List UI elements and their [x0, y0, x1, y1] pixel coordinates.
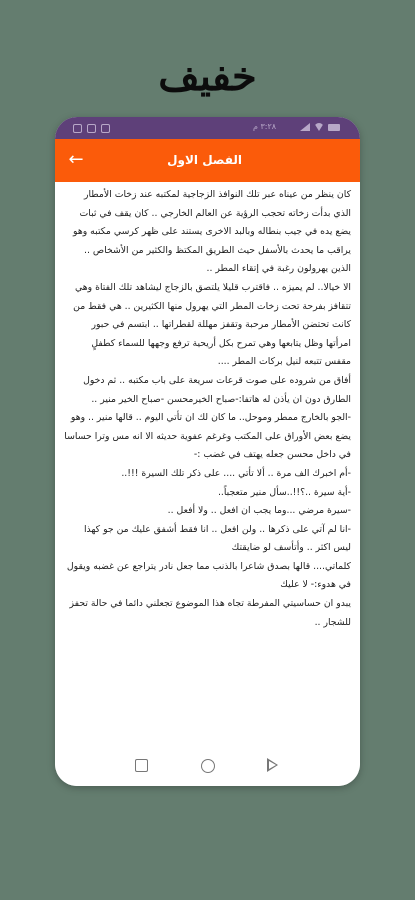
status-time: ٣:٢٨ م	[253, 122, 277, 131]
store-title: خفيف	[158, 53, 257, 100]
chapter-paragraph: يبدو ان حساسيتي المفرطة تجاه هذا الموضوع تجعلني دائما في حالة تحفز للشجار ..	[69, 598, 351, 628]
square-icon[interactable]	[135, 759, 148, 772]
chapter-paragraph: -سيرة مرضي ...وما يجب ان افعل .. ولا أفعل ..	[167, 505, 351, 517]
chapter-paragraph: أفاق من شروده على صوت قرعات سريعة على باب مكتبه .. ثم دخول الطارق دون ان يأذن له هاتفا:-صباح الخيرمحسن -صباح الخير منير ..	[83, 374, 351, 405]
battery-icon	[328, 124, 340, 131]
signal-icon	[300, 123, 310, 131]
chapter-paragraph: -أية سيرة ..؟!!..سأل منير متعجباً..	[217, 486, 351, 498]
chapter-paragraph: -أم اخبرك الف مرة .. ألا تأتي .... على ذكر تلك السيرة !!!..	[121, 467, 351, 479]
notification-icons	[73, 124, 110, 133]
status-icons	[300, 123, 340, 131]
status-bar	[55, 117, 360, 139]
wifi-icon	[314, 123, 324, 131]
app-bar	[55, 139, 360, 182]
chapter-paragraph: -الجو بالخارج ممطر وموحل.. ما كان لك ان تأتي اليوم .. قالها منير .. وهو يضع بعض الأوراق على المكتب وغرغم عفوية حديثه الا انه مس وترا حساسا في داخل محسن جعله يهتف في غضب :-	[64, 412, 351, 461]
chapter-title: الفصل الاول	[167, 153, 242, 167]
chapter-paragraph: كلماتي.... قالها بصدق شاعرا بالذنب مما جعل نادر يتراجع عن غضبه ويقول في هدوء:- لا عليك	[66, 560, 351, 591]
notification-icon	[73, 124, 82, 133]
circle-icon[interactable]	[201, 759, 215, 773]
system-nav-bar	[55, 748, 360, 786]
arrow-left-icon[interactable]: ←	[68, 149, 84, 170]
chapter-paragraph: الا خيالا.. لم يميزه .. فاقترب قليلا يلتصق بالزجاج ليشاهد تلك الفتاة وهي تتقافز بفرحة تحت زخات المطر التي يهرول منها الكثيرين .. هي فقط من كانت تحتضن الأمطار مرحبة وتقفز مهللة لقطراتها .. ابتسم في حبور امرأتها وظل يتابعها وهي تمرح بكل أريحية ترفع وجهها للسماء كطفلٍ مقفس تتبعه لنيل بركات المطر ....	[73, 281, 351, 368]
notification-icon	[101, 124, 110, 133]
chapter-paragraph: -انا لم آتي على ذكرها .. ولن افعل .. انا فقط أشفق عليك من جو كهذا ليس اكثر .. وأتأسف لو ضايقتك	[83, 523, 351, 554]
chapter-content[interactable]	[55, 182, 360, 748]
triangle-icon[interactable]	[267, 758, 278, 772]
chapter-paragraph: كان ينظر من عيناه عبر تلك النوافذ الزجاجية لمكتبه عند زخات الأمطار الذي بدأت زخاته تحجب الرؤية عن العالم الخارجي .. كان يقف في ثبات يضع يده في جيب بنطاله وبالبد الاخرى يستند على ظهر كرسي مكتبه وهو يراقب ما يحدث بالأسفل حيث الطريق المكتظ والكثير من الأشخاص .. الذين يهرولون رغبة في إتقاء المطر ..	[73, 189, 351, 275]
phone-screen	[55, 117, 360, 786]
notification-icon	[87, 124, 96, 133]
